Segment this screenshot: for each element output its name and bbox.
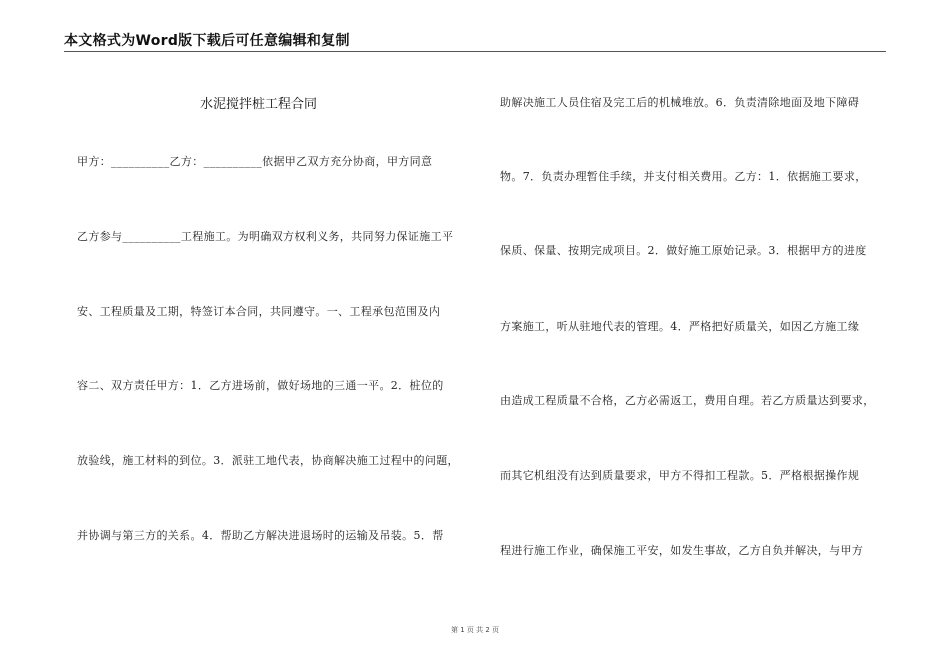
- body-line: 放验线，施工材料的到位。3．派驻工地代表，协商解决施工过程中的问题，: [77, 454, 459, 467]
- body-line: 方案施工，听从驻地代表的管理。4．严格把好质量关，如因乙方施工缘: [500, 320, 860, 333]
- body-line: 保质、保量、按期完成项目。2．做好施工原始记录。3．根据甲方的进度: [500, 244, 867, 257]
- page-number: 第 1 页 共 2 页: [450, 626, 500, 634]
- body-line: 安、工程质量及工期，特签订本合同，共同遵守。一、工程承包范围及内: [77, 305, 441, 318]
- body-line: 助解决施工人员住宿及完工后的机械堆放。6．负责清除地面及地下障碍: [500, 96, 860, 109]
- body-line: 并协调与第三方的关系。4．帮助乙方解决进退场时的运输及吊装。5．帮: [77, 529, 444, 542]
- download-banner: 本文格式为Word版下载后可任意编辑和复制: [64, 33, 350, 49]
- document-title: 水泥搅拌桩工程合同: [200, 97, 318, 112]
- header-divider: [64, 51, 886, 52]
- body-line: 乙方参与__________工程施工。为明确双方权利义务，共同努力保证施工平: [77, 230, 454, 243]
- body-line: 甲方：__________乙方：__________依据甲乙双方充分协商，甲方同意: [77, 155, 433, 168]
- body-line: 容二、双方责任甲方：1．乙方进场前，做好场地的三通一平。2．桩位的: [77, 379, 444, 392]
- body-line: 物。7．负责办理暂住手续，并支付相关费用。乙方：1．依据施工要求，: [500, 170, 867, 183]
- body-line: 由造成工程质量不合格，乙方必需返工，费用自理。若乙方质量达到要求，: [500, 394, 875, 407]
- body-line: 程进行施工作业，确保施工平安，如发生事故，乙方自负并解决，与甲方: [500, 544, 864, 557]
- body-line: 而其它机组没有达到质量要求，甲方不得扣工程款。5．严格根据操作规: [500, 469, 860, 482]
